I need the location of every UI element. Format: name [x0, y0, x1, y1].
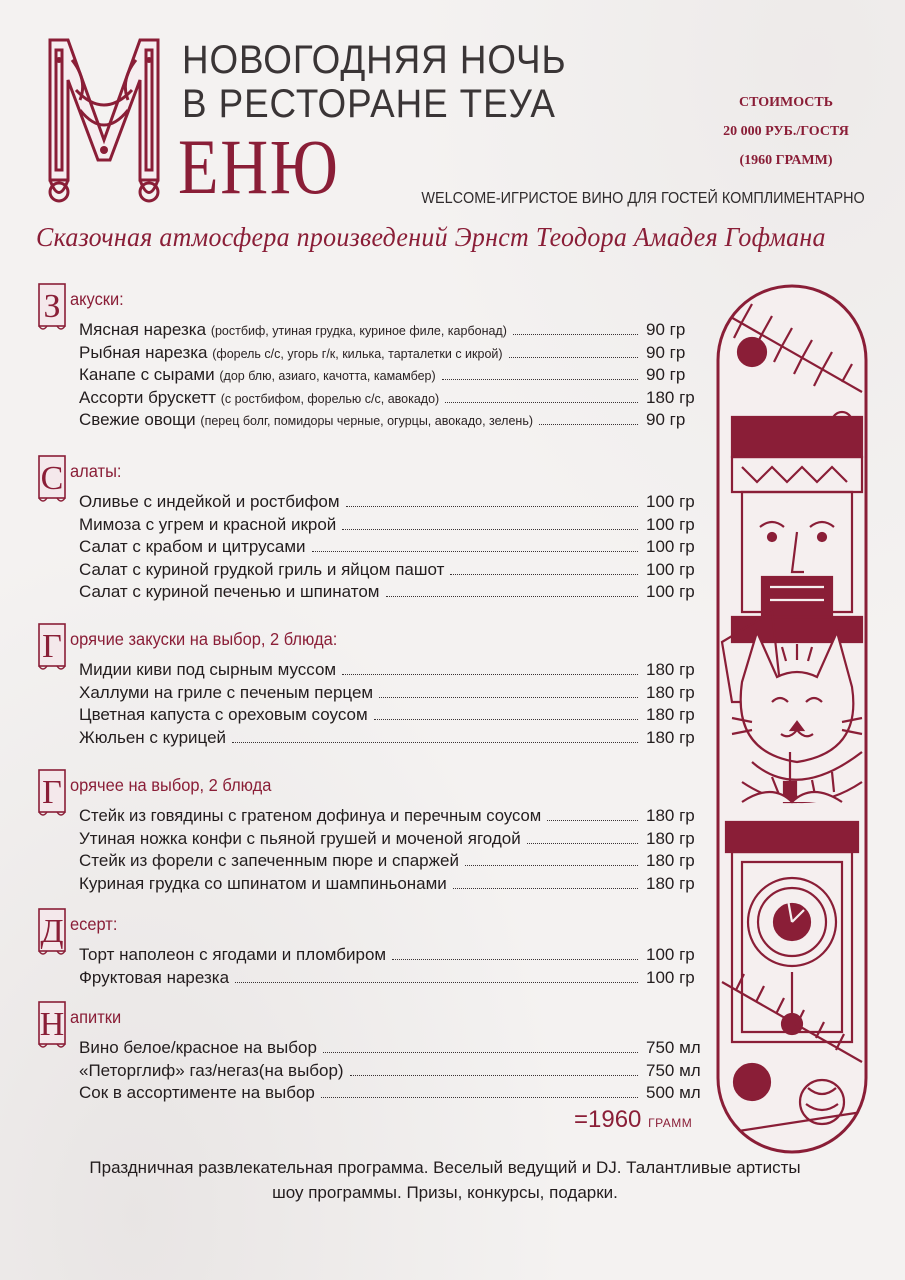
section-title: акуски:	[70, 289, 124, 309]
section-header	[36, 766, 706, 811]
menu-item-title: «Петорглиф» газ/негаз(на выбор)	[79, 1060, 344, 1080]
menu-item-title: Вино белое/красное на выбор	[79, 1038, 317, 1057]
dotted-leader	[465, 865, 638, 866]
menu-item	[36, 388, 706, 411]
subtitle: Сказочная атмосфера произведений Эрнст Теодора Амадея Гофмана	[36, 222, 826, 252]
price-label: СТОИМОСТЬ	[738, 95, 834, 110]
menu-item-weight: 180 гр	[646, 727, 695, 747]
menu-item-title: Мясная нарезка	[79, 320, 207, 339]
menu-item-weight: 100 гр	[646, 945, 695, 964]
menu-item	[36, 320, 706, 343]
section-title: орячее на выбор, 2 блюда	[70, 775, 272, 795]
dotted-leader	[513, 334, 638, 335]
menu-item	[36, 582, 706, 605]
menu-item-title: Салат с куриной печенью и шпинатом	[79, 582, 380, 601]
section-title: апитки	[70, 1007, 122, 1027]
menu-item	[36, 515, 706, 538]
menu-item-name	[79, 560, 444, 580]
menu-item-weight: 100 гр	[646, 559, 695, 579]
menu-item-title: Фруктовая нарезка	[79, 967, 230, 987]
footer-line1: Праздничная развлекательная программа. Веселый ведущий и DJ. Талантливые артисты	[89, 1158, 801, 1177]
dotted-leader	[323, 1052, 638, 1053]
dotted-leader	[386, 596, 639, 597]
menu-item	[36, 945, 706, 968]
menu-item-weight: 100 гр	[646, 492, 695, 511]
menu-item	[36, 410, 706, 433]
menu-heading: ЕНЮ	[178, 123, 340, 210]
menu-item	[36, 728, 706, 751]
menu-item-title: Куриная грудка со шпинатом и шампиньонами	[79, 873, 447, 893]
section-header	[36, 280, 706, 325]
menu-item-title: Халлуми на гриле с печеным перцем	[79, 682, 374, 702]
dotted-leader	[392, 959, 638, 960]
menu-item-name	[79, 829, 521, 849]
menu-item	[36, 1083, 706, 1106]
dotted-leader	[453, 888, 638, 889]
menu-item	[36, 968, 706, 991]
dotted-leader	[379, 697, 638, 698]
dotted-leader	[321, 1097, 638, 1098]
menu-item-weight: 100 гр	[646, 582, 695, 601]
footer-text	[60, 1155, 830, 1205]
price-box	[701, 88, 871, 175]
nutcracker-cat-clock-illustration	[712, 282, 872, 1156]
drop-cap-letter: Н	[39, 1006, 65, 1043]
dotted-leader	[509, 357, 638, 358]
menu-item-name	[79, 728, 226, 748]
menu-item-note: (форель с/с, угорь г/к, килька, тарталетки с икрой)	[212, 346, 503, 361]
menu-item	[36, 829, 706, 852]
menu-item-name	[79, 410, 533, 430]
dotted-leader	[232, 742, 638, 743]
menu-item	[36, 365, 706, 388]
menu-item-name	[79, 945, 386, 965]
menu-item-name	[79, 806, 541, 826]
price-weight: (1960 ГРАММ)	[739, 153, 833, 168]
menu-item-note: (ростбиф, утиная грудка, куриное филе, карбонад)	[210, 324, 507, 338]
page-title-line2: В РЕСТОРАНЕ ТЕУА	[182, 82, 556, 126]
menu-item-title: Жюльен с курицей	[79, 727, 227, 747]
section-items	[36, 945, 706, 990]
section-items	[36, 320, 706, 433]
section-title: орячие закуски на выбор, 2 блюда:	[70, 629, 338, 649]
menu-item-note: (дор блю, азиаго, качотта, камамбер)	[219, 369, 436, 383]
menu-item-weight: 100 гр	[646, 537, 695, 556]
drop-cap-letter: Г	[42, 628, 62, 665]
section-items	[36, 660, 706, 750]
menu-item	[36, 683, 706, 706]
page-title-line1: НОВОГОДНЯЯ НОЧЬ	[182, 38, 567, 82]
menu-section	[36, 452, 706, 605]
dotted-leader	[527, 843, 638, 844]
menu-item-weight: 90 гр	[646, 410, 686, 429]
menu-item	[36, 537, 706, 560]
section-items	[36, 1038, 706, 1106]
menu-item-title: Рыбная нарезка	[79, 342, 208, 362]
menu-item-title: Торт наполеон с ягодами и пломбиром	[79, 945, 387, 964]
dotted-leader	[312, 551, 638, 552]
section-items	[36, 806, 706, 896]
section-title: алаты:	[70, 461, 122, 481]
menu-item-name	[79, 1083, 315, 1103]
menu-item	[36, 705, 706, 728]
menu-item-title: Стейк из говядины с гратеном дофинуа и перечным соусом	[79, 806, 542, 825]
dotted-leader	[342, 529, 638, 530]
menu-item-name	[79, 537, 306, 557]
menu-item-title: Мидии киви под сырным муссом	[79, 660, 337, 679]
section-title: есерт:	[70, 914, 118, 934]
dotted-leader	[547, 820, 638, 821]
menu-item-name	[79, 968, 229, 988]
menu-item-weight: 100 гр	[646, 967, 695, 987]
menu-item-title: Ассорти брускетт	[79, 387, 216, 407]
dotted-leader	[350, 1075, 638, 1076]
menu-item-title: Салат с крабом и цитрусами	[79, 537, 306, 556]
menu-section	[36, 905, 706, 990]
menu-item-title: Цветная капуста с ореховым соусом	[79, 705, 368, 724]
price-value: 20 000 РУБ./ГОСТЯ	[723, 124, 849, 139]
menu-section	[36, 280, 706, 433]
menu-item-name	[79, 388, 439, 408]
section-items	[36, 492, 706, 605]
total-unit: ГРАММ	[648, 1116, 693, 1130]
menu-item-title: Стейк из форели с запеченным пюре и спаржей	[79, 851, 459, 870]
dotted-leader	[442, 379, 638, 380]
menu-item-title: Мимоза с угрем и красной икрой	[79, 514, 337, 534]
dotted-leader	[450, 574, 638, 575]
menu-item-weight: 180 гр	[646, 660, 695, 679]
menu-item	[36, 492, 706, 515]
menu-item-name	[79, 365, 436, 385]
welcome-note: WELCOME-ИГРИСТОЕ ВИНО ДЛЯ ГОСТЕЙ КОМПЛИМЕНТАРНО	[421, 190, 865, 207]
drop-cap-letter: С	[40, 460, 64, 497]
drop-cap-letter: Д	[40, 913, 64, 950]
menu-section	[36, 998, 706, 1106]
total-weight	[574, 1106, 692, 1134]
menu-item	[36, 851, 706, 874]
dotted-leader	[539, 424, 638, 425]
menu-item-name	[79, 851, 459, 871]
menu-item	[36, 806, 706, 829]
menu-item-weight: 90 гр	[646, 342, 686, 362]
menu-item-name	[79, 343, 503, 363]
menu-section	[36, 620, 706, 750]
menu-item-title: Канапе с сырами	[79, 365, 215, 384]
menu-item-name	[79, 660, 336, 680]
menu-item-name	[79, 874, 447, 894]
menu-item-weight: 90 гр	[646, 320, 686, 339]
menu-item-name	[79, 1061, 344, 1081]
dotted-leader	[235, 982, 638, 983]
menu-item	[36, 343, 706, 366]
section-header	[36, 452, 706, 497]
menu-item-name	[79, 582, 380, 602]
menu-item-weight: 500 мл	[646, 1083, 701, 1102]
menu-item-note: (перец болг, помидоры черные, огурцы, авокадо, зелень)	[200, 414, 533, 428]
menu-item-title: Сок в ассортименте на выбор	[79, 1083, 315, 1102]
menu-item-title: Свежие овощи	[79, 410, 196, 429]
drop-cap-letter: З	[43, 288, 61, 325]
section-header	[36, 998, 706, 1043]
menu-item	[36, 560, 706, 583]
menu-item-weight: 100 гр	[646, 514, 695, 534]
dotted-leader	[346, 506, 638, 507]
dotted-leader	[445, 402, 638, 403]
menu-item-name	[79, 492, 340, 512]
menu-section	[36, 766, 706, 896]
section-header	[36, 620, 706, 665]
menu-item	[36, 660, 706, 683]
menu-item	[36, 874, 706, 897]
dotted-leader	[374, 719, 638, 720]
menu-item-name	[79, 705, 368, 725]
footer-line2: шоу программы. Призы, конкурсы, подарки.	[272, 1183, 618, 1202]
total-value: =1960	[574, 1106, 642, 1133]
menu-item	[36, 1038, 706, 1061]
menu-item-name	[79, 320, 507, 340]
menu-item-weight: 180 гр	[646, 873, 695, 893]
menu-item-weight: 750 мл	[646, 1060, 701, 1080]
menu-item-title: Оливье с индейкой и ростбифом	[79, 492, 340, 511]
menu-item-weight: 90 гр	[646, 365, 686, 384]
menu-item	[36, 1061, 706, 1084]
menu-item-weight: 180 гр	[646, 705, 695, 724]
menu-item-weight: 750 мл	[646, 1038, 701, 1057]
menu-item-name	[79, 683, 373, 703]
menu-item-name	[79, 1038, 317, 1058]
menu-item-note: (с ростбифом, форелью с/с, авокадо)	[220, 391, 440, 406]
drop-cap-letter: Г	[42, 774, 62, 811]
menu-item-weight: 180 гр	[646, 682, 695, 702]
ornamental-m-drop-cap	[36, 30, 172, 208]
section-header	[36, 905, 706, 950]
menu-item-weight: 180 гр	[646, 851, 695, 870]
menu-item-weight: 180 гр	[646, 806, 695, 825]
menu-item-title: Утиная ножка конфи с пьяной грушей и моченой ягодой	[79, 828, 521, 848]
dotted-leader	[342, 674, 638, 675]
menu-item-title: Салат с куриной грудкой гриль и яйцом пашот	[79, 559, 445, 579]
menu-item-weight: 180 гр	[646, 828, 695, 848]
menu-item-weight: 180 гр	[646, 387, 695, 407]
menu-item-name	[79, 515, 336, 535]
